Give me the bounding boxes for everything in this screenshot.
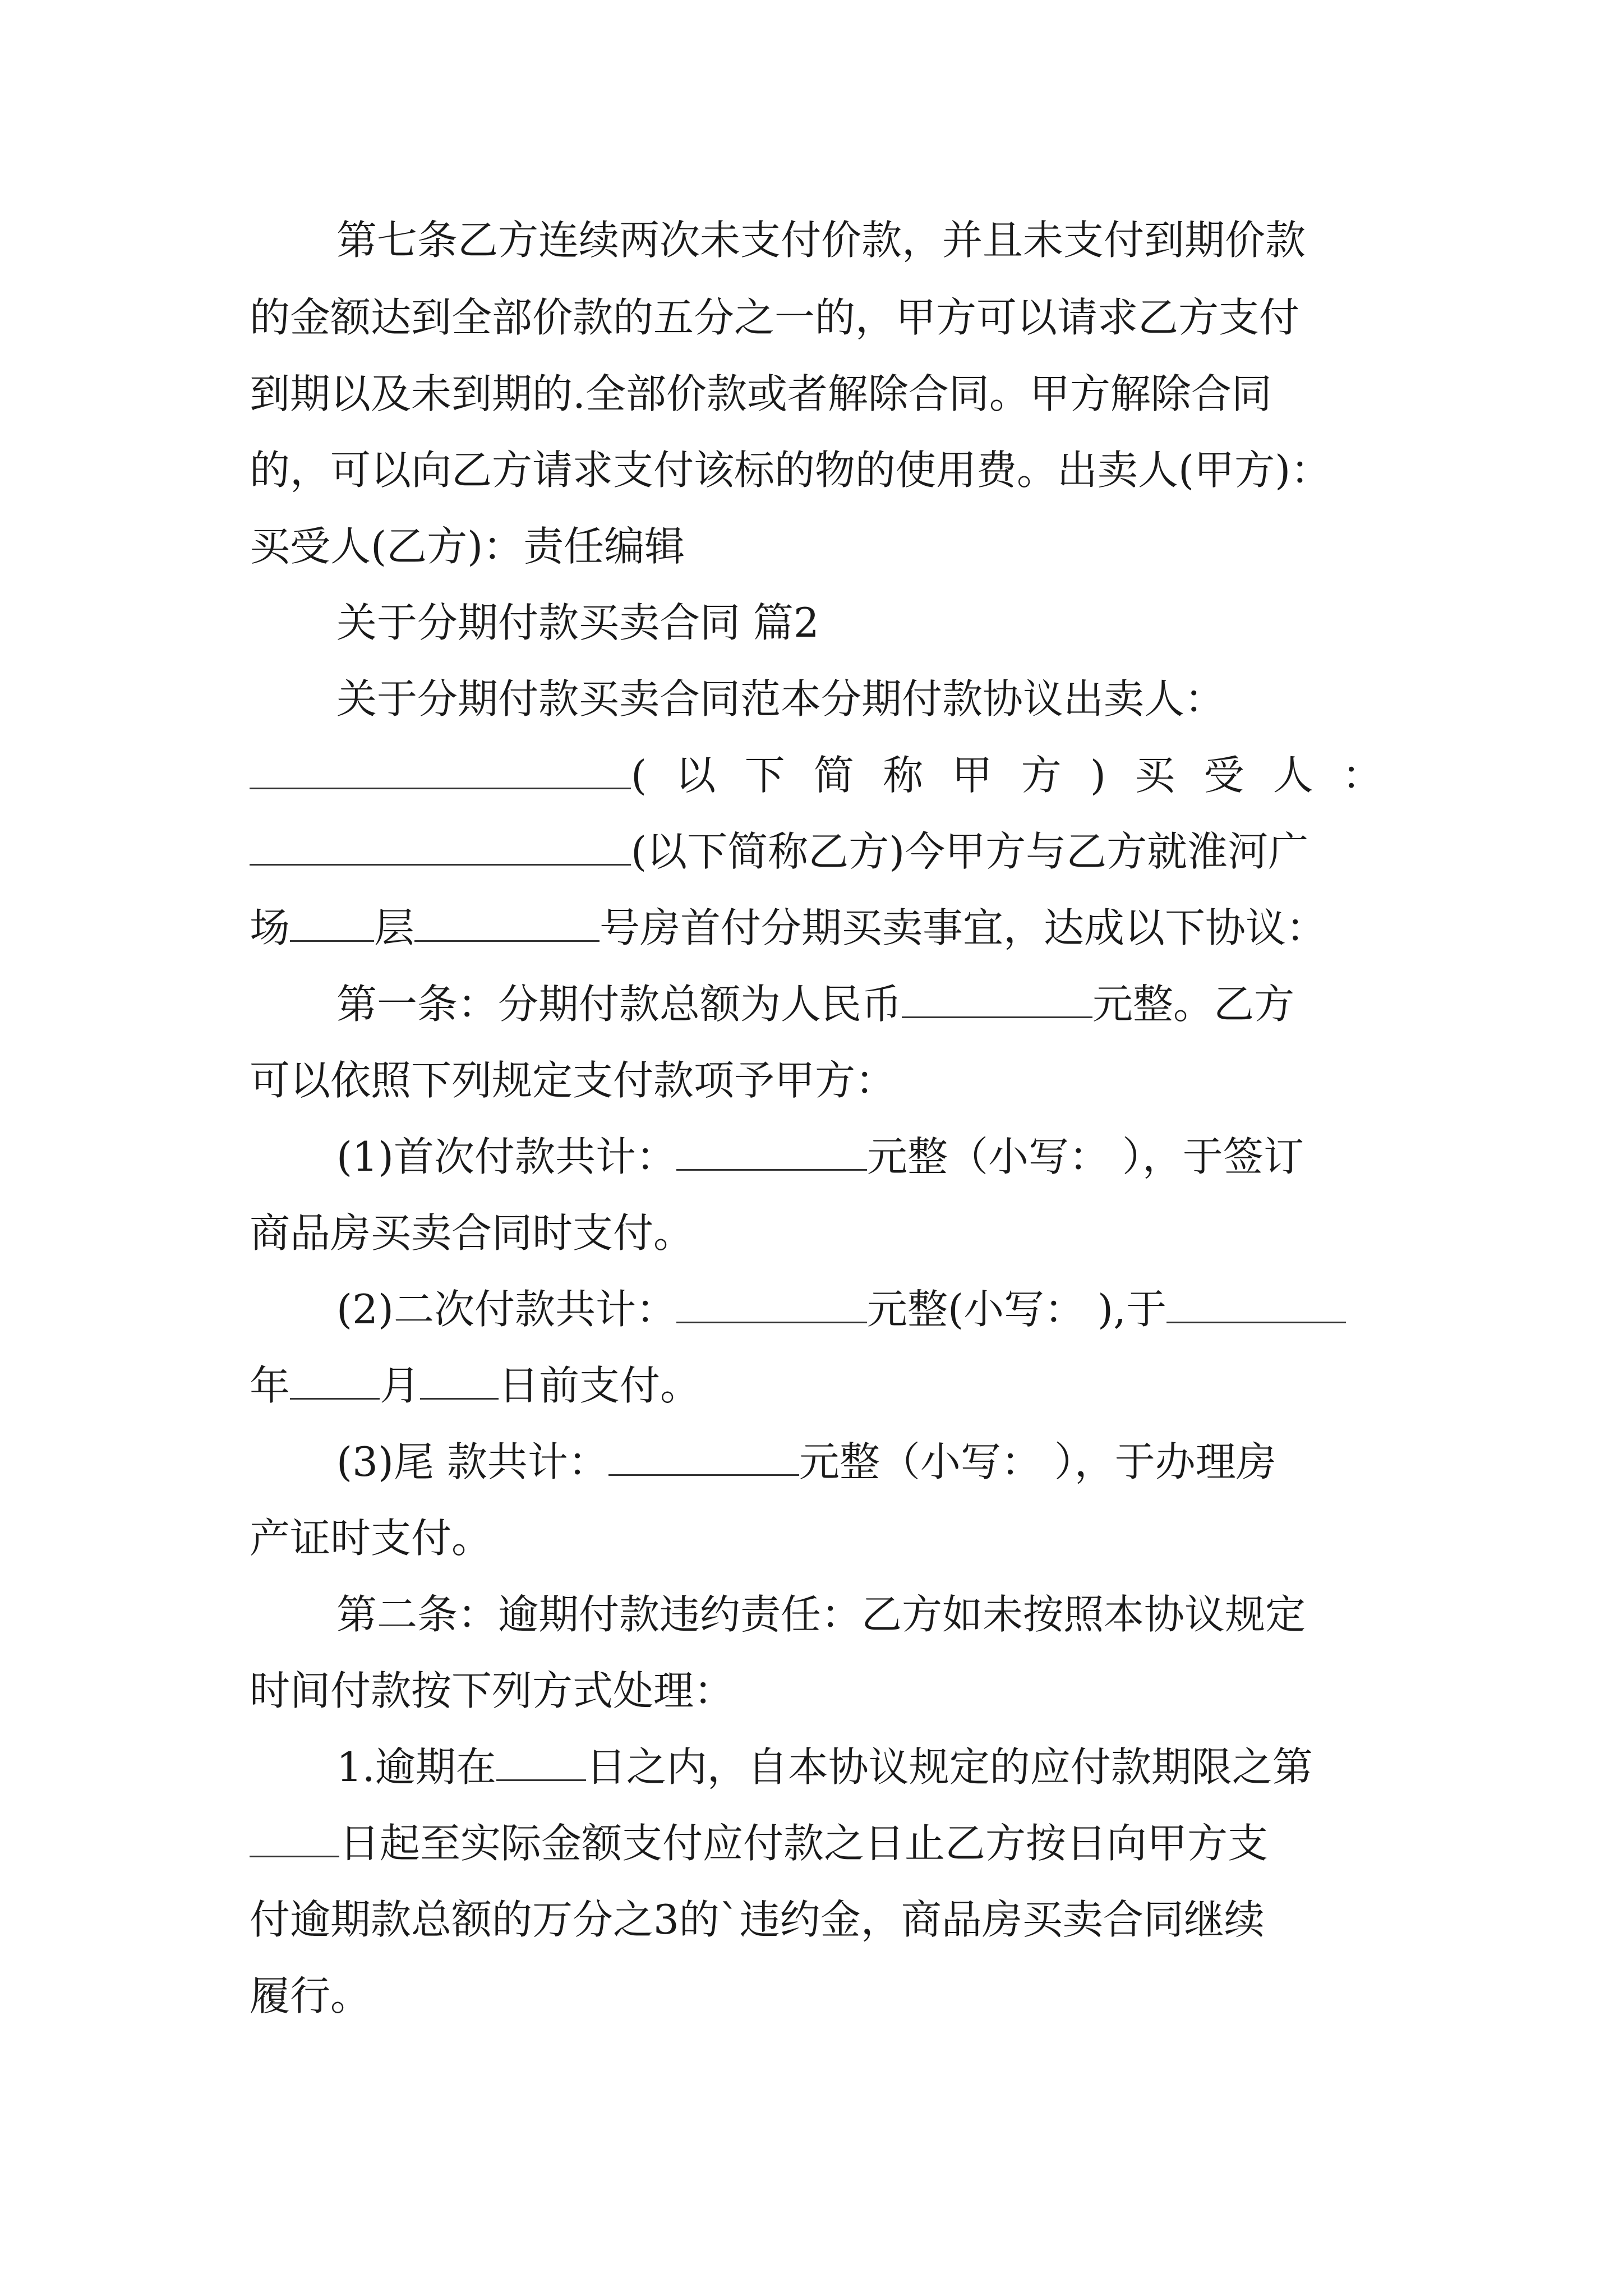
year-blank (290, 1362, 380, 1400)
second-payment-blank (676, 1286, 867, 1323)
article-7-line-3: 到期以及未到期的.全部价款或者解除合同。甲方解除合同 (250, 370, 1272, 417)
intro-line-3: (以下简称乙方)今甲方与乙方就淮河广 (250, 823, 1308, 880)
intro-spread-char: 受 (1204, 752, 1244, 799)
article-1-line-1: 第一条：分期付款总额为人民币 元整。乙方 (336, 981, 1295, 1028)
overdue-days-blank (496, 1743, 586, 1781)
intro-spread-char: ： (1341, 752, 1382, 799)
start-day-blank (250, 1820, 339, 1857)
clause-1-line-2: 日起至实际金额支付应付款之日止乙方按日向甲方支 (250, 1815, 1268, 1871)
item-3-line-2: 产证时支付。 (250, 1515, 492, 1562)
intro-spread-char: 买 (1135, 752, 1175, 799)
intro-line-2 (250, 747, 1382, 803)
floor-blank (290, 904, 374, 942)
clause-1-line-4: 履行。 (250, 1972, 371, 2019)
item-1-line-1: (1)首次付款共计： 元整（小写： ），于签订 (336, 1133, 1304, 1180)
item-2-line-1: (2)二次付款共计： 元整(小写： ),于 (336, 1281, 1346, 1337)
article-2-line-2: 时间付款按下列方式处理： (250, 1667, 735, 1714)
intro-spread-char: 人 (1272, 752, 1313, 799)
clause-1-line-1: 1.逾期在 日之内，自本协议规定的应付款期限之第 (336, 1743, 1313, 1791)
first-payment-blank (676, 1133, 867, 1171)
item-3-line-1: (3)尾 款共计： 元整（小写： ），于办理房 (336, 1438, 1276, 1485)
second-payment-year-blank (1166, 1286, 1346, 1323)
intro-spread-char: 称 (883, 752, 924, 799)
intro-spread-char: ( (631, 752, 647, 799)
item-1-line-2: 商品房买卖合同时支付。 (250, 1209, 694, 1257)
article-7-line-4: 的，可以向乙方请求支付该标的物的使用费。出卖人(甲方)： (250, 447, 1331, 494)
intro-spread-char: 下 (744, 752, 785, 799)
intro-spread-text (631, 747, 1382, 803)
intro-line-1: 关于分期付款买卖合同范本分期付款协议出卖人： (336, 675, 1225, 723)
intro-line-4: 场 层 号房首付分期买卖事宜，达成以下协议： (250, 904, 1327, 951)
final-payment-blank (608, 1438, 799, 1476)
section-heading: 关于分期付款买卖合同 篇2 (336, 599, 819, 646)
article-7-line-2: 的金额达到全部价款的五分之一的，甲方可以请求乙方支付 (250, 294, 1300, 341)
intro-spread-char: 甲 (952, 752, 993, 799)
clause-1-line-3: 付逾期款总额的万分之3的`违约金，商品房买卖合同继续 (250, 1896, 1265, 1943)
item-2-line-2: 年 月 日前支付。 (250, 1362, 701, 1409)
article-2-line-1: 第二条：逾期付款违约责任：乙方如未按照本协议规定 (336, 1591, 1306, 1638)
intro-spread-char: ) (1090, 752, 1106, 799)
article-7-line-5: 买受人(乙方)：责任编辑 (250, 523, 685, 570)
article-7-line-1: 第七条乙方连续两次未支付价款，并且未支付到期价款 (336, 217, 1306, 264)
intro-spread-char: 简 (813, 752, 854, 799)
intro-spread-char: 以 (675, 752, 716, 799)
buyer-blank (250, 828, 631, 866)
month-blank (420, 1362, 499, 1400)
intro-spread-char: 方 (1021, 752, 1062, 799)
article-1-line-2: 可以依照下列规定支付款项予甲方： (250, 1057, 896, 1104)
seller-blank (250, 752, 631, 789)
room-number-blank (414, 904, 600, 942)
total-amount-blank (902, 981, 1092, 1018)
